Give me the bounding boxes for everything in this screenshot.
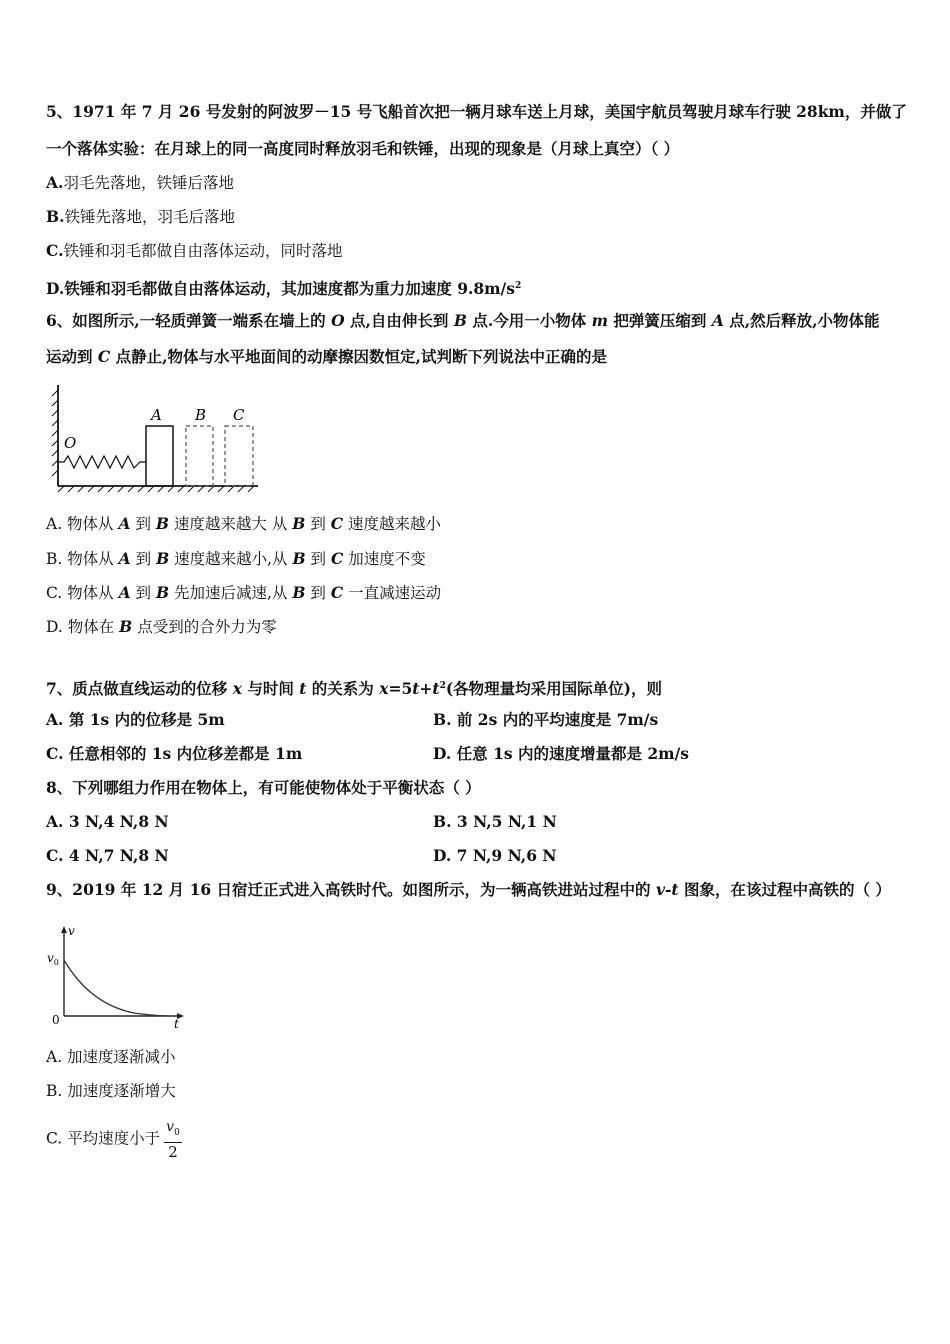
- vt-label-v: v: [68, 924, 75, 938]
- q7-text: 与时间: [241, 679, 300, 699]
- block-c-dashed: [225, 426, 253, 486]
- q6-opt-text: D. 物体在: [46, 618, 120, 636]
- q6-stem-line2: [46, 347, 607, 367]
- q6-opt-text: 到: [130, 550, 157, 568]
- q6-opt-var: C: [330, 583, 344, 602]
- q5-stem-line1: 5、1971 年 7 月 26 号发射的阿波罗－15 号飞船首次把一辆月球车送上月球，美国宇航员驾驶月球车行驶 28km，并做了: [46, 102, 907, 121]
- q9-option-c: [46, 1118, 182, 1161]
- q6-opt-var: B: [292, 583, 306, 602]
- q6-text: 把弹簧压缩到: [608, 311, 712, 330]
- q5-option-c-label: C.: [46, 241, 64, 260]
- q6-opt-text: 先加速后减速,从: [169, 584, 293, 602]
- q6-var-c: C: [97, 347, 111, 366]
- q7-text: 7、质点做直线运动的位移: [46, 679, 233, 699]
- q8-stem: 8、下列哪组力作用在物体上，有可能使物体处于平衡状态（ ）: [46, 778, 481, 797]
- v0-over-2-fraction: [164, 1118, 182, 1161]
- q6-opt-text: 到: [130, 515, 156, 533]
- q6-text: 运动到: [46, 347, 98, 366]
- q5-option-d: [46, 276, 521, 299]
- q9-text: -: [664, 880, 672, 899]
- q6-opt-text: 到: [305, 584, 331, 602]
- q5-option-b-label: B.: [46, 207, 65, 226]
- block-a: [146, 426, 173, 486]
- q6-text: 点静止,物体与水平地面间的动摩擦因数恒定,试判断下列说法中正确的是: [110, 347, 607, 366]
- q7-option-c: C. 任意相邻的 1s 内位移差都是 1m: [46, 744, 303, 763]
- q6-option-b: [46, 549, 426, 569]
- q7-text: (各物理量均采用国际单位)，则: [445, 679, 663, 699]
- q6-text: 6、如图所示,一轻质弹簧一端系在墙上的: [46, 311, 332, 330]
- q5-option-a-label: A.: [46, 173, 64, 192]
- wall-hatch: [52, 390, 58, 476]
- q7-eq: t: [432, 679, 440, 699]
- q6-opt-text: 速度越来越小: [343, 515, 442, 533]
- q6-text: 点,自由伸长到: [344, 311, 454, 330]
- q8-option-c: C. 4 N,7 N,8 N: [46, 846, 169, 865]
- q6-opt-var: B: [155, 583, 170, 602]
- q5-option-b: [46, 207, 235, 227]
- q5-option-d-label: D.: [46, 279, 65, 299]
- q6-text: 点.今用一小物体: [466, 311, 592, 330]
- q6-opt-var: B: [155, 514, 169, 533]
- q9-text: 9、2019 年 12 月 16 日宿迁正式进入高铁时代。如图所示，为一辆高铁进站过程中的: [46, 880, 656, 899]
- q5-option-a: [46, 173, 234, 193]
- q7-sup: 2: [439, 681, 446, 691]
- q8-option-d: D. 7 N,9 N,6 N: [433, 846, 557, 865]
- q7-eq: t: [412, 679, 420, 699]
- fraction-numerator: $v_0$: [164, 1118, 182, 1143]
- q6-var-o: O: [331, 311, 345, 330]
- fig-label-b: B: [195, 406, 207, 424]
- q6-var-a: A: [711, 311, 724, 330]
- spring-diagram: [50, 380, 265, 495]
- q6-option-d: [46, 617, 277, 637]
- q5-option-c-text: 铁锤和羽毛都做自由落体运动，同时落地: [63, 242, 343, 260]
- block-b-dashed: [186, 426, 213, 486]
- q6-text: 点,然后释放,小物体能: [723, 311, 880, 330]
- q8-option-b: B. 3 N,5 N,1 N: [433, 812, 557, 831]
- q6-opt-var: A: [118, 514, 131, 533]
- q5-option-b-text: 铁锤先落地，羽毛后落地: [64, 208, 236, 226]
- q9-option-a: A. 加速度逐渐减小: [46, 1048, 176, 1066]
- q6-option-c: [46, 583, 441, 603]
- q6-opt-text: 速度越来越小,从: [169, 550, 293, 568]
- q6-var-m: m: [591, 311, 609, 330]
- vt-label-t: t: [174, 1017, 179, 1031]
- q6-opt-var: B: [292, 514, 306, 533]
- q6-opt-text: A. 物体从: [46, 515, 119, 533]
- q6-stem-line1: [46, 311, 880, 331]
- q6-opt-var: C: [330, 514, 344, 533]
- q7-text: 的关系为: [306, 679, 380, 699]
- q9-stem: [46, 880, 891, 900]
- q6-opt-text: 点受到的合外力为零: [132, 618, 277, 636]
- vt-label-origin: 0: [52, 1013, 60, 1027]
- q6-opt-var: A: [118, 549, 131, 568]
- q9-var-v: v: [655, 880, 665, 899]
- q9-option-c-text: C. 平均速度小于: [46, 1129, 161, 1148]
- q7-var-x: x: [232, 679, 242, 699]
- q6-opt-var: B: [156, 549, 170, 568]
- q9-var-t: t: [671, 880, 679, 899]
- q6-opt-text: 到: [305, 550, 331, 568]
- q7-option-a: A. 第 1s 内的位移是 5m: [46, 710, 225, 729]
- q7-option-b: B. 前 2s 内的平均速度是 7m/s: [433, 710, 659, 729]
- fig-label-c: C: [233, 406, 245, 424]
- q6-opt-text: 到: [130, 584, 156, 602]
- q7-stem: [46, 676, 662, 699]
- q5-stem-line2: 一个落体实验：在月球上的同一高度同时释放羽毛和铁锤，出现的现象是（月球上真空）（ ）: [46, 139, 680, 158]
- q9-option-b: B. 加速度逐渐增大: [46, 1082, 176, 1100]
- q6-opt-var: C: [330, 549, 344, 568]
- q6-opt-text: C. 物体从: [46, 584, 119, 602]
- q5-option-d-text: 铁锤和羽毛都做自由落体运动，其加速度都为重力加速度 9.8m/s: [64, 279, 515, 299]
- q7-var-t: t: [299, 679, 307, 699]
- q7-eq: =5: [388, 679, 413, 699]
- q6-opt-var: B: [119, 617, 133, 636]
- q7-option-d: D. 任意 1s 内的速度增量都是 2m/s: [433, 744, 689, 763]
- q6-opt-text: 加速度不变: [343, 550, 426, 568]
- v-axis-arrow: [61, 926, 67, 933]
- q6-option-a: [46, 514, 441, 534]
- q7-eq: x: [379, 679, 389, 699]
- q6-var-b: B: [453, 311, 467, 330]
- q9-text: 图象，在该过程中高铁的（ ）: [678, 880, 891, 899]
- q6-opt-text: 到: [305, 515, 331, 533]
- q5-option-a-text: 羽毛先落地，铁锤后落地: [63, 174, 234, 192]
- q6-opt-text: 速度越来越大 从: [168, 515, 293, 533]
- q6-opt-var: B: [292, 549, 306, 568]
- q8-option-a: A. 3 N,4 N,8 N: [46, 812, 169, 831]
- vt-curve: [64, 960, 172, 1016]
- fig-label-o: O: [64, 434, 77, 452]
- q5-option-d-sup: 2: [514, 281, 522, 291]
- q5-option-c: [46, 241, 342, 261]
- vt-graph: [44, 922, 189, 1032]
- spring: [58, 456, 146, 468]
- q7-eq: +: [419, 679, 433, 699]
- vt-label-v0: $v_0$: [47, 951, 59, 967]
- fig-label-a: A: [151, 406, 162, 424]
- q6-opt-var: A: [118, 583, 131, 602]
- fraction-denominator: 2: [168, 1142, 178, 1161]
- q6-opt-text: 一直减速运动: [343, 584, 442, 602]
- q6-opt-text: B. 物体从: [46, 550, 119, 568]
